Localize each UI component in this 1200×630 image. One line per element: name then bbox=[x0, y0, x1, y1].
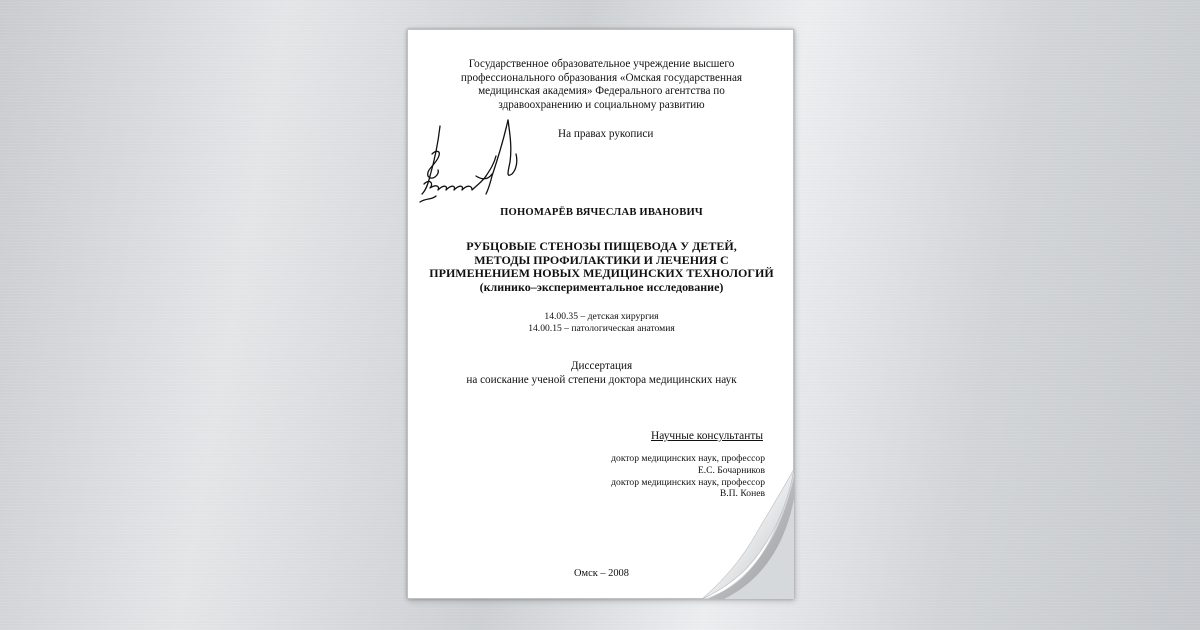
degree-description: на соискание ученой степени доктора медицинских наук bbox=[466, 373, 737, 386]
consultant-name: Е.С. Бочарников bbox=[697, 464, 765, 476]
rights-note: На правах рукописи bbox=[558, 128, 654, 140]
institution-line: здравоохранению и социальному развитию bbox=[498, 98, 705, 111]
specialty-line: 14.00.35 – детская хирургия bbox=[544, 311, 659, 322]
handwritten-signature bbox=[416, 114, 520, 214]
document-page bbox=[407, 29, 794, 599]
place-year: Омск – 2008 bbox=[574, 568, 629, 579]
degree-block bbox=[408, 360, 795, 387]
institution-block bbox=[408, 58, 795, 112]
institution-line: медицинская академия» Федерального агентства по bbox=[478, 85, 725, 98]
page-curl-corner bbox=[702, 469, 794, 599]
consultant-degree: доктор медицинских наук, профессор bbox=[611, 453, 765, 464]
consultants-heading: Научные консультанты bbox=[651, 430, 763, 442]
author-name: ПОНОМАРЁВ ВЯЧЕСЛАВ ИВАНОВИЧ bbox=[500, 207, 703, 218]
title-line: РУБЦОВЫЕ СТЕНОЗЫ ПИЩЕВОДА У ДЕТЕЙ, bbox=[466, 239, 737, 253]
title-line: ПРИМЕНЕНИЕМ НОВЫХ МЕДИЦИНСКИХ ТЕХНОЛОГИЙ bbox=[429, 266, 774, 280]
degree-type: Диссертация bbox=[570, 360, 633, 372]
dissertation-title bbox=[408, 240, 795, 294]
title-subtitle: (клинико–экспериментальное исследование) bbox=[479, 279, 724, 294]
consultant-name: В.П. Конев bbox=[719, 488, 765, 500]
title-line: МЕТОДЫ ПРОФИЛАКТИКИ И ЛЕЧЕНИЯ С bbox=[474, 252, 729, 267]
specialty-line: 14.00.15 – патологическая анатомия bbox=[528, 322, 675, 334]
consultant-degree: доктор медицинских наук, профессор bbox=[611, 476, 765, 488]
specialties-block bbox=[408, 311, 795, 334]
institution-line: профессионального образования «Омская государственная bbox=[460, 71, 743, 84]
institution-line: Государственное образовательное учреждение высшего bbox=[468, 58, 735, 70]
